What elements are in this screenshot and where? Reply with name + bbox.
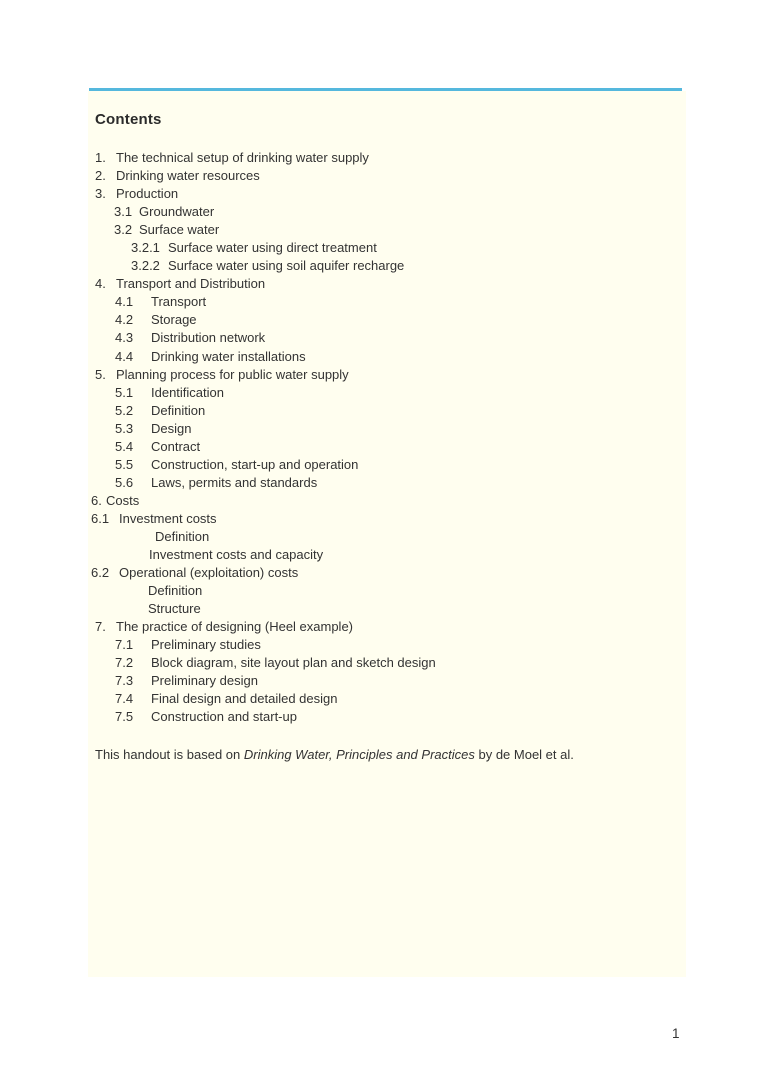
toc-entry-label: Preliminary design	[151, 673, 258, 689]
toc-entry	[88, 582, 686, 600]
toc-entry	[88, 185, 686, 203]
toc-entry-number: 4.	[95, 276, 106, 292]
toc-entry-number: 7.1	[115, 637, 134, 653]
toc-entry	[88, 636, 686, 654]
toc-entry	[88, 311, 686, 329]
toc-entry-label: Investment costs	[119, 510, 217, 526]
page-number: 1	[672, 1026, 680, 1041]
toc-entry-number: 5.5	[115, 456, 134, 472]
toc-entry-label: Definition	[148, 583, 203, 599]
toc-entry	[88, 167, 686, 185]
toc-entry-number: 3.2.1	[131, 240, 160, 256]
toc-entry-number: 4.1	[115, 294, 134, 310]
toc-entry-number: 4.3	[115, 330, 134, 346]
toc-entry-label: Investment costs and capacity	[149, 547, 324, 563]
toc-entry-label: Production	[116, 186, 179, 202]
toc-entry	[88, 654, 686, 672]
toc-entry	[88, 474, 686, 492]
toc-entry	[88, 329, 686, 347]
toc-entry-label: Final design and detailed design	[151, 691, 338, 707]
toc-entry-label: Drinking water installations	[151, 348, 306, 364]
toc-entry	[88, 293, 686, 311]
toc-entry-number: 5.1	[115, 384, 134, 400]
toc-entry	[88, 203, 686, 221]
toc-entry-number: 7.5	[115, 709, 134, 725]
toc-entry	[88, 564, 686, 582]
toc-entry-label: Drinking water resources	[116, 168, 260, 184]
toc-entry-label: Construction and start-up	[151, 709, 297, 725]
toc-entry	[88, 366, 686, 384]
toc-entry	[88, 348, 686, 366]
toc-entry	[88, 546, 686, 564]
toc-entry-label: Construction, start-up and operation	[151, 456, 359, 472]
toc-entry-number: 3.	[95, 186, 106, 202]
toc-entry-label: Definition	[155, 528, 210, 544]
toc-entry	[88, 239, 686, 257]
toc-entry	[88, 528, 686, 546]
toc-entry	[88, 510, 686, 528]
toc-entry-label: Operational (exploitation) costs	[119, 565, 299, 581]
toc-entry-number: 3.2	[114, 222, 133, 238]
toc-entry-label: Surface water using direct treatment	[168, 240, 377, 256]
toc-entry	[88, 257, 686, 275]
toc-entry-label: Costs	[106, 492, 140, 508]
toc-entry	[88, 402, 686, 420]
toc-entry	[88, 492, 686, 510]
toc-entry	[88, 600, 686, 618]
toc-entry-label: Preliminary studies	[151, 637, 261, 653]
toc-entry-label: Surface water	[139, 222, 220, 238]
toc-entry-label: Laws, permits and standards	[151, 474, 318, 490]
toc-entry-number: 2.	[95, 168, 106, 184]
source-note-suffix: by de Moel et al.	[474, 747, 574, 762]
source-note	[95, 746, 574, 764]
toc-entry-number: 5.4	[115, 438, 134, 454]
toc-entry	[88, 275, 686, 293]
toc-entry-number: 5.6	[115, 474, 134, 490]
toc-entry	[88, 221, 686, 239]
toc-entry	[88, 618, 686, 636]
toc-entry-number: 1.	[95, 150, 106, 165]
toc-entry-label: Identification	[151, 384, 224, 400]
toc-entry-number: 4.4	[115, 348, 134, 364]
toc-entry-label: Groundwater	[139, 204, 215, 220]
toc-entry-label: Design	[151, 420, 192, 436]
toc-entry-label: Distribution network	[151, 330, 266, 346]
contents-heading: Contents	[95, 111, 162, 128]
toc-entry-label: Transport and Distribution	[116, 276, 266, 292]
toc-entry-label: Block diagram, site layout plan and sketch design	[151, 655, 436, 671]
toc-entry-number: 7.	[95, 619, 106, 635]
toc-entry-label: Contract	[151, 438, 201, 454]
toc-entry-number: 5.3	[115, 420, 134, 436]
toc-entry	[88, 384, 686, 402]
toc-entry-label: Surface water using soil aquifer recharge	[168, 258, 405, 274]
toc-entry-label: Structure	[148, 601, 201, 617]
source-note-prefix: This handout is based on	[95, 747, 244, 762]
toc-entry	[88, 690, 686, 708]
toc-list	[88, 149, 686, 727]
content-area	[88, 91, 686, 977]
toc-entry-label: Transport	[151, 294, 207, 310]
toc-entry-number: 5.	[95, 366, 106, 382]
toc-entry-number: 6.2	[91, 565, 110, 581]
toc-entry-label: Storage	[151, 312, 197, 328]
toc-entry-number: 7.3	[115, 673, 134, 689]
toc-entry	[88, 438, 686, 456]
toc-entry-number: 5.2	[115, 402, 134, 418]
toc-entry	[88, 672, 686, 690]
toc-entry-label: The practice of designing (Heel example)	[116, 619, 354, 635]
toc-entry-number: 4.2	[115, 312, 134, 328]
toc-entry-number: 7.4	[115, 691, 134, 707]
toc-entry	[88, 708, 686, 726]
toc-entry-number: 3.1	[114, 204, 133, 220]
toc-entry-number: 7.2	[115, 655, 134, 671]
toc-entry-label: Definition	[151, 402, 206, 418]
source-note-book-title: Drinking Water, Principles and Practices	[243, 747, 475, 762]
toc-entry-number: 6.1	[91, 510, 110, 526]
toc-entry	[88, 456, 686, 474]
toc-entry	[88, 420, 686, 438]
toc-entry-label: Planning process for public water supply	[116, 366, 349, 382]
toc-entry-number: 3.2.2	[131, 258, 160, 274]
toc-entry-number: 6.	[91, 492, 102, 508]
toc-entry-label: The technical setup of drinking water supply	[116, 150, 369, 165]
toc-entry	[88, 149, 686, 167]
